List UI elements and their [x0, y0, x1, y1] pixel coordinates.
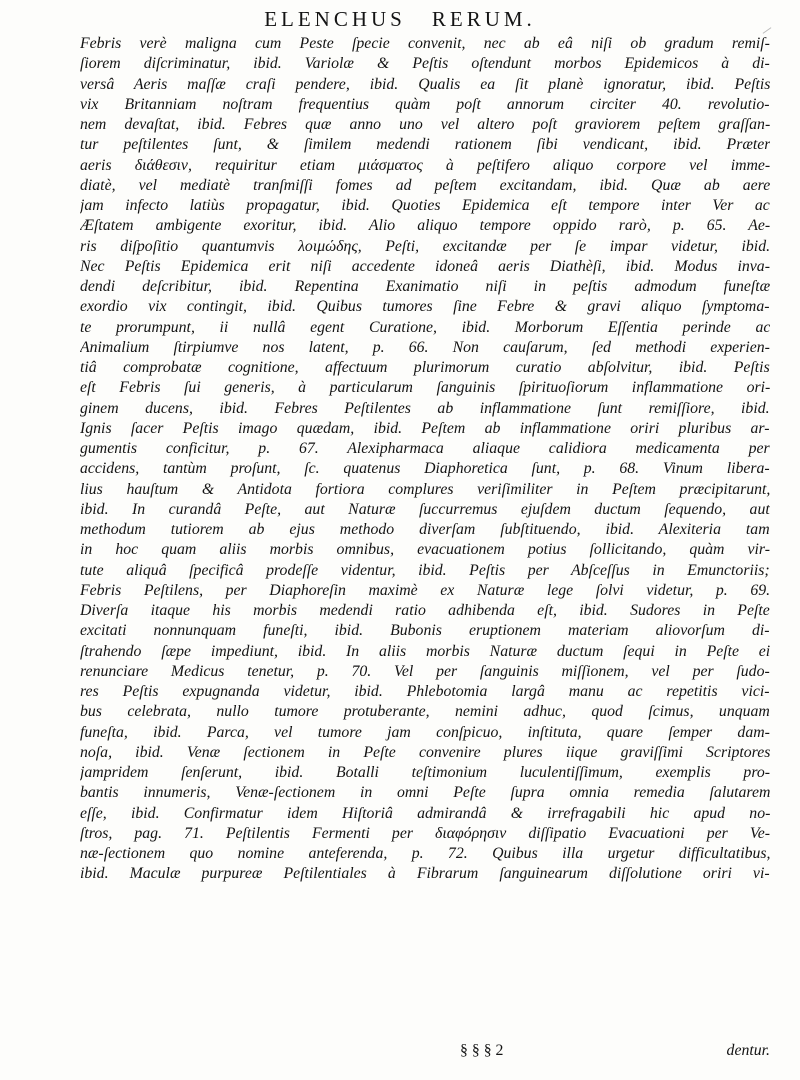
catchword: dentur.	[726, 1042, 770, 1059]
text-line: Æſtatem ambigente exoritur, ibid. Alio aliquo tempore oppido rarò, p. 65. Ae-	[80, 217, 770, 235]
text-line: dendi deſcribitur, ibid. Repentina Exanimatio niſi in peſtis admodum funeſtæ	[80, 278, 770, 295]
text-line: ris diſpoſitio quantumvis λοιμώδης, Peſti, excitandæ per ſe impar videtur, ibid.	[80, 237, 770, 255]
text-line: funeſta, ibid. Parca, vel tumore jam conſpicuo, inſtituta, quare ſemper dam-	[80, 723, 770, 741]
text-line: bus celebrata, nullo tumore protuberante, nemini adhuc, quod ſcimus, unquam	[80, 703, 770, 721]
printer-signature-mark: § § § 2	[460, 1042, 504, 1059]
text-line: res Peſtis expugnanda videtur, ibid. Phlebotomia largâ manu ac repetitis vici-	[80, 683, 770, 700]
text-line: renunciare Medicus tenetur, p. 70. Vel per ſanguinis miſſionem, vel per ſudo-	[80, 662, 770, 680]
text-line: tiâ comprobatæ cognitione, affectuum plurimorum curatio abſolvitur, ibid. Peſtis	[80, 359, 770, 376]
text-line: tur peſtilentes ſunt, & ſimilem medendi rationem ſibi vendicant, ibid. Præter	[80, 136, 770, 154]
text-line: te prorumpunt, ii nullâ egent Curatione, ibid. Morborum Eſſentia perinde ac	[80, 318, 770, 336]
text-line: in hoc quam aliis morbis omnibus, evacuationem potius ſollicitando, quàm vir-	[80, 541, 770, 559]
text-line: jam infecto latiùs propagatur, ibid. Quoties Epidemica eſt tempore inter Ver ac	[80, 197, 770, 214]
text-line: vix Britanniam noſtram frequentius quàm poſt annorum circiter 40. revolutio-	[80, 95, 770, 113]
text-line: Diverſa itaque his morbis medendi ratio adhibenda eſt, ibid. Sudores in Peſte	[80, 602, 770, 619]
text-line: ibid. In curandâ Peſte, aut Naturæ ſuccurremus ejuſdem ductum ſequendo, aut	[80, 500, 770, 518]
text-line: ſiorem diſcriminatur, ibid. Variolæ & Peſtis oſtendunt morbos Epidemicos à di-	[80, 55, 770, 73]
text-line: ibid. Maculæ purpureæ Peſtilentiales à Fibrarum ſanguinearum diſſolutione oriri vi-	[80, 865, 770, 883]
text-line: tute aliquâ ſpecificâ prodeſſe videntur, ibid. Peſtis per Abſceſſus in Emunctoriis;	[80, 561, 770, 579]
running-head	[0, 6, 800, 32]
text-line: Ignis ſacer Peſtis imago quædam, ibid. Peſtem ab inflammatione oriri pluribus ar-	[80, 419, 770, 437]
index-body-text	[80, 34, 770, 885]
text-line: ginem ducens, ibid. Febres Peſtilentes ab inflammatione ſunt remiſſiore, ibid.	[80, 399, 770, 417]
text-line: lius hauſtum & Antidota fortiora complures veriſimiliter in Peſtem præcipitarunt,	[80, 480, 770, 498]
text-line: gumentis conficitur, p. 67. Alexipharmaca aliaque calidiora medicamenta per	[80, 440, 770, 457]
text-line: Animalium ſtirpiumve nos latent, p. 66. Non cauſarum, ſed methodi experien-	[80, 338, 770, 356]
text-line: exordio vix contingit, ibid. Quibus tumores ſine Febre & gravi aliquo ſymptoma-	[80, 298, 770, 316]
running-head-word-1: ELENCHUS	[264, 7, 406, 31]
text-line: nem devaſtat, ibid. Febres quæ anno uno vel altero poſt graviorem peſtem graſſan-	[80, 116, 770, 133]
text-line: diatè, vel mediatè tranſmiſſi fomes ad peſtem excitandam, ibid. Quæ ab aere	[80, 176, 770, 194]
text-line: versâ Aeris maſſæ craſi pendere, ibid. Qualis ea ſit planè ignoratur, ibid. Peſtis	[80, 75, 770, 93]
text-line: jampridem ſenſerunt, ibid. Botalli teſtimonium luculentiſſimum, exemplis pro-	[80, 764, 770, 781]
text-line: ſtros, pag. 71. Peſtilentis Fermenti per διαφόρησιν diſſipatio Evacuationi per Ve-	[80, 824, 770, 842]
running-head-word-2: RERUM.	[431, 7, 536, 31]
text-line: Febris Peſtilens, per Diaphoreſin maximè ex Naturæ lege ſolvi videtur, p. 69.	[80, 581, 770, 599]
text-line: noſa, ibid. Venæ ſectionem in Peſte convenire plures iique graviſſimi Scriptores	[80, 743, 770, 761]
text-line: ſtrahendo ſæpe impediunt, ibid. In aliis morbis Naturæ ductum ſequi in Peſte ei	[80, 642, 770, 660]
page-footer	[80, 1040, 770, 1062]
text-line: Nec Peſtis Epidemica erit niſi accedente idoneâ aeris Diathèſi, ibid. Modus inva-	[80, 257, 770, 275]
text-line: næ-ſectionem quo nomine anteferenda, p. 72. Quibus illa urgetur difficultatibus,	[80, 845, 770, 862]
text-line: eſſe, ibid. Confirmatur idem Hiſtoriâ admirandâ & irrefragabili hic apud no-	[80, 804, 770, 822]
text-line: methodum tutiorem ab ejus methodo diverſam ſubſtituendo, ibid. Alexiteria tam	[80, 521, 770, 538]
text-line: accidens, tantùm proſunt, ſc. quatenus Diaphoretica ſunt, p. 68. Vinum libera-	[80, 460, 770, 478]
text-line: Febris verè maligna cum Peste ſpecie convenit, nec ab eâ niſi ob gradum remiſ-	[80, 35, 770, 52]
text-line: aeris διάθεσιν, requiritur etiam μιάσματος à peſtifero aliquo corpore vel imme-	[80, 156, 770, 174]
text-line: bantis innumeris, Venæ-ſectionem in omni Peſte ſupra omnia remedia ſalutarem	[80, 784, 770, 802]
text-line: excitati nonnunquam funeſti, ibid. Bubonis eruptionem materiam aliovorſum di-	[80, 622, 770, 640]
text-line: eſt Febris ſui generis, à particularum ſanguinis ſpirituoſiorum inflammatione ori-	[80, 379, 770, 397]
